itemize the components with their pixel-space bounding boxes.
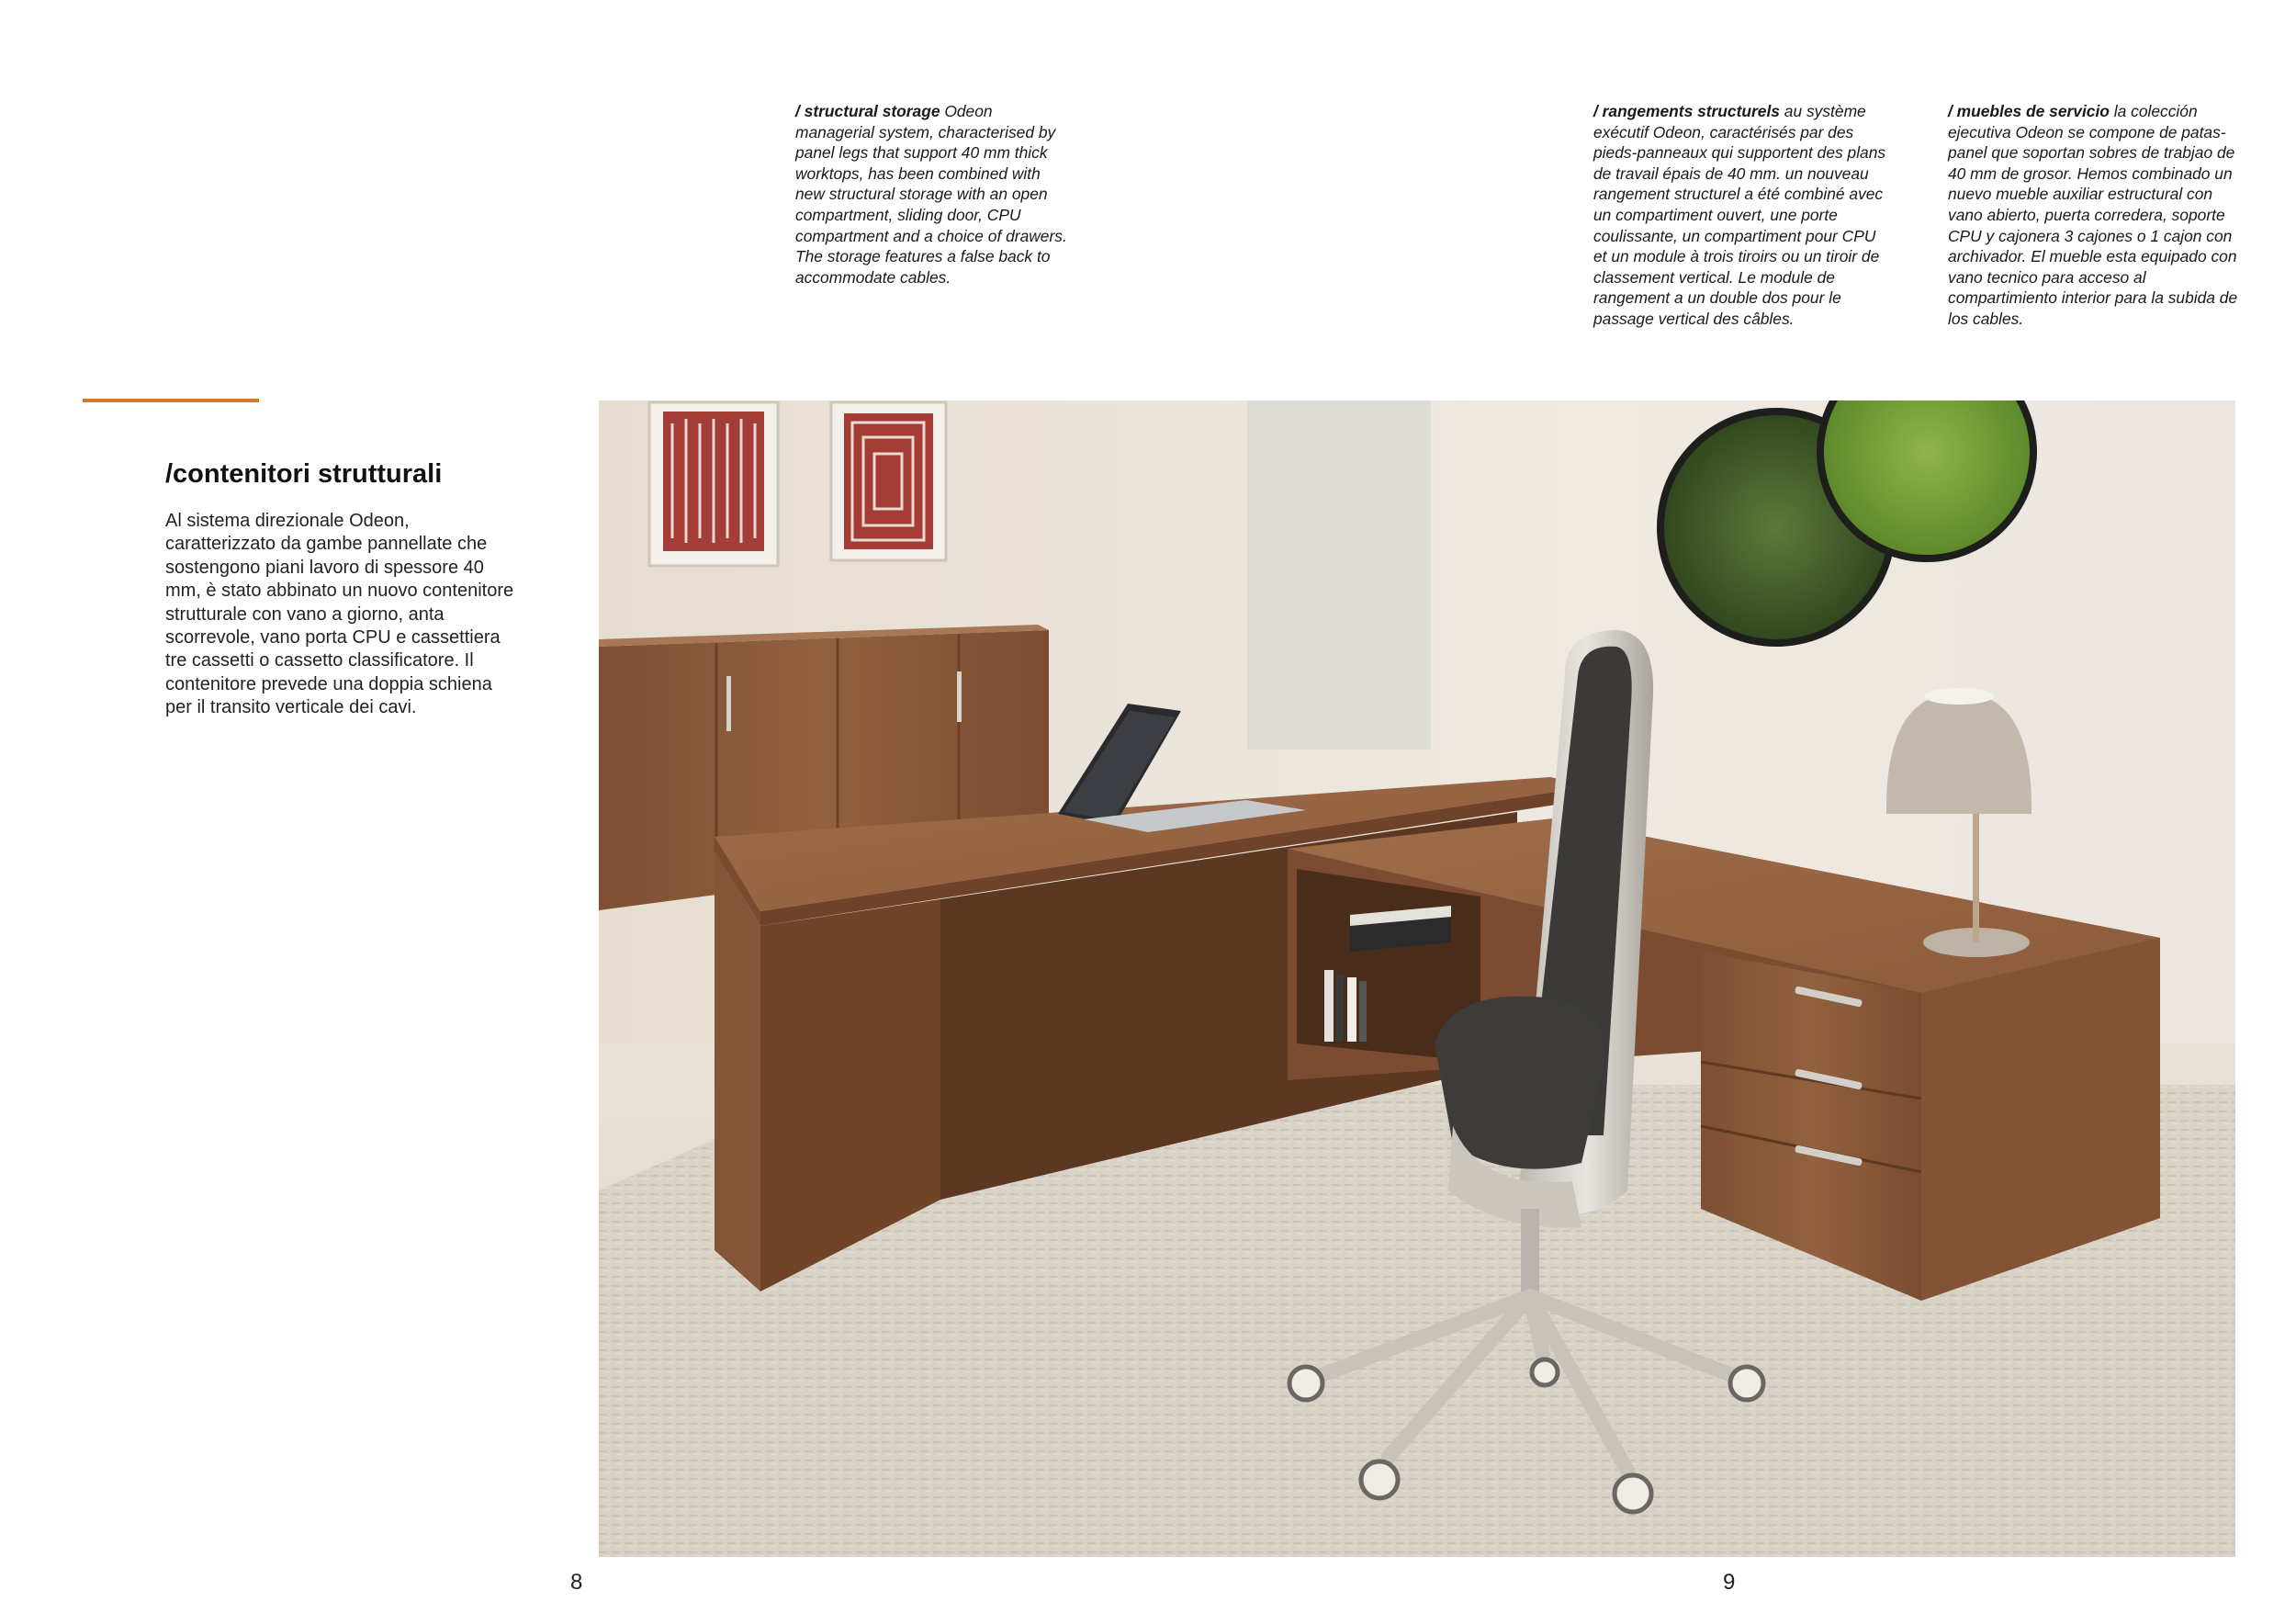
intro-spanish-text: la colección ejecutiva Odeon se compone de patas-panel que soportan sobres de trabjao de 40 mm de grosor. Hemos combinado un nuevo mueble auxiliar estructural con vano abierto, puerta corredera, soporte CPU y cajonera 3 cajones o 1 cajon con archivador. El mueble esta equipado con vano tecnico para acceso al compartimiento interior para la subida de los cables. <box>1948 102 2238 328</box>
concrete-column <box>1247 400 1431 750</box>
intro-french-lead: / rangements structurels <box>1593 102 1780 120</box>
intro-french-text: au système exécutif Odeon, caractérisés par des pieds-panneaux qui supportent des plans de travail épais de 40 mm. un nouveau rangement structurel a été combiné avec un compartiment ouvert, une porte coulissante, un compartiment pour CPU et un module à trois tiroirs ou un tiroir de classement vertical. Le module de rangement a un double dos pour le passage vertical des câbles. <box>1593 102 1886 328</box>
intro-spanish-lead: / muebles de servicio <box>1948 102 2110 120</box>
intro-spanish <box>1948 101 2242 330</box>
section-body: Al sistema direzionale Odeon, caratterizzato da gambe pannellate che sostengono piani lavoro di spessore 40 mm, è stato abbinato un nuovo contenitore strutturale con vano a giorno, anta scorrevole, vano porta CPU e cassettiera tre cassetti o cassetto classificatore. Il contenitore prevede una doppia schiena per il transito verticale dei cavi. <box>165 511 514 718</box>
office-photo <box>599 400 2235 1557</box>
section-title: /contenitori strutturali <box>165 459 443 489</box>
intro-english-lead: / structural storage <box>795 102 940 120</box>
page-number-right: 9 <box>1723 1570 1736 1595</box>
intro-english-text: Odeon managerial system, characterised by panel legs that support 40 mm thick worktops, has been combined with new structural storage with an open compartment, sliding door, CPU compartment and a choice of drawers. The storage features a false back to accommodate cables. <box>795 102 1067 287</box>
wall-art-right <box>831 402 946 560</box>
intro-french <box>1593 101 1887 330</box>
wall-art-left <box>649 402 778 566</box>
intro-english <box>795 101 1071 288</box>
accent-rule <box>83 399 259 402</box>
page-number-left: 8 <box>570 1570 583 1595</box>
